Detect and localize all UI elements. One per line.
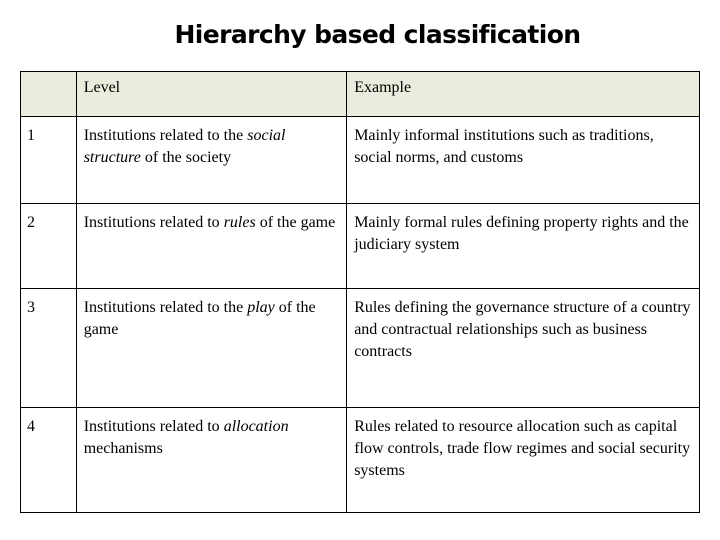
level-emphasis: social structure	[83, 127, 286, 166]
example-text: Mainly formal rules defining property rights and the judiciary system	[354, 214, 689, 253]
header-cell-example: Example	[347, 72, 700, 117]
example-text: Mainly informal institutions such as traditions, social norms, and customs	[354, 127, 654, 166]
level-emphasis: play	[247, 299, 275, 316]
row-number-cell	[21, 408, 77, 513]
level-cell	[76, 289, 346, 408]
level-text: of the society	[140, 149, 232, 166]
row-number-cell	[21, 204, 77, 289]
level-cell	[76, 117, 346, 204]
row-number-cell	[21, 117, 77, 204]
level-cell	[76, 204, 346, 289]
header-cell-level: Level	[76, 72, 346, 117]
row-number: 4	[27, 418, 35, 435]
level-text: of the game	[255, 214, 336, 231]
level-text: Institutions related to	[83, 214, 224, 231]
header-cell-number	[21, 72, 77, 117]
level-emphasis: allocation	[223, 418, 289, 435]
example-cell	[347, 289, 700, 408]
level-text: mechanisms	[83, 440, 163, 457]
example-cell	[347, 117, 700, 204]
slide-title: Hierarchy based classification	[174, 20, 581, 49]
example-cell	[347, 408, 700, 513]
level-text: Institutions related to the	[83, 299, 248, 316]
row-number: 1	[27, 127, 35, 144]
table-header-row	[21, 72, 700, 117]
table-row	[21, 117, 700, 204]
level-text: of the game	[83, 299, 316, 338]
row-number: 3	[27, 299, 35, 316]
table-row	[21, 204, 700, 289]
example-text: Rules defining the governance structure of a country and contractual relationships such as business contracts	[354, 299, 691, 360]
row-number-cell	[21, 289, 77, 408]
level-text: Institutions related to the	[83, 127, 248, 144]
level-cell	[76, 408, 346, 513]
level-text: Institutions related to	[83, 418, 224, 435]
table-row	[21, 408, 700, 513]
level-emphasis: rules	[223, 214, 256, 231]
example-text: Rules related to resource allocation such as capital flow controls, trade flow regimes and social security systems	[354, 418, 691, 479]
table-row	[21, 289, 700, 408]
example-cell	[347, 204, 700, 289]
classification-table	[20, 71, 700, 513]
row-number: 2	[27, 214, 35, 231]
